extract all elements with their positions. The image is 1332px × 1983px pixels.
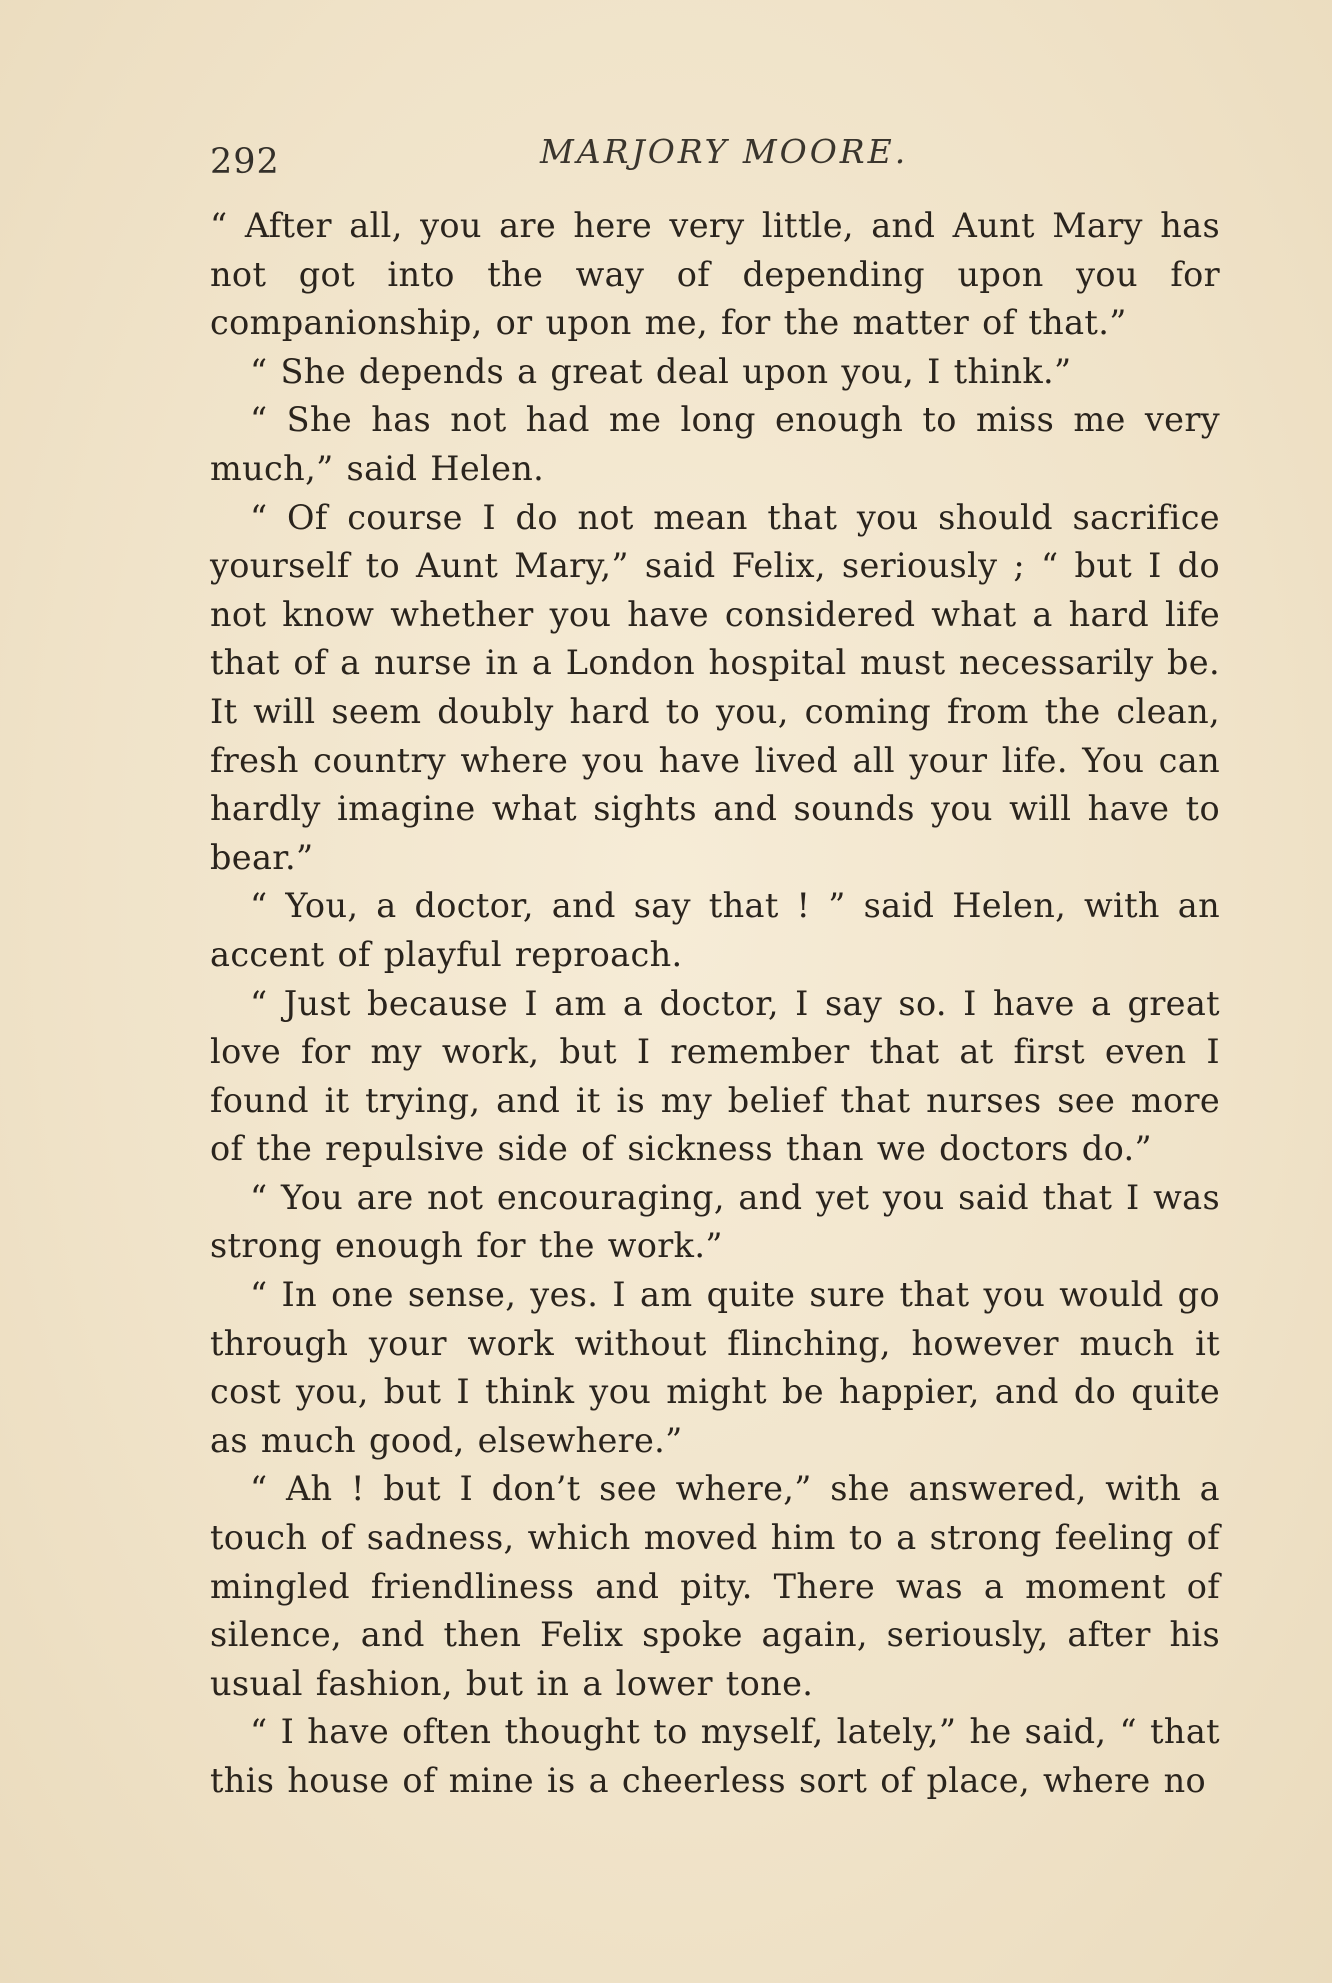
paragraph: “ Ah ! but I don’t see where,” she answered, with a touch of sadness, which moved him to a strong feeling of mingled friendliness and pity. There was a moment of silence, and then Felix spoke again, seriously, after his usual fashion, but in a lower tone. (210, 1469, 1220, 1703)
paragraph: “ After all, you are here very little, and Aunt Mary has not got into the way of depending upon you for companionship, or upon me, for the matter of that.” (210, 206, 1220, 343)
body-text (210, 202, 1220, 1806)
running-title: MARJORY MOORE. (540, 132, 909, 171)
paragraph: “ Of course I do not mean that you should sacrifice yourself to Aunt Mary,” said Felix, seriously ; “ but I do not know whether you have considered what a hard life that of a nurse in a London hospital must necessarily be. It will seem doubly hard to you, coming from the clean, fresh country where you have lived all your life. You can hardly imagine what sights and sounds you will have to bear.” (210, 497, 1220, 877)
running-head (210, 128, 1224, 182)
paragraph: “ You are not encouraging, and yet you said that I was strong enough for the work.” (210, 1177, 1220, 1266)
paragraph: “ You, a doctor, and say that ! ” said Helen, with an accent of playful reproach. (210, 886, 1220, 974)
paragraph: “ In one sense, yes. I am quite sure that you would go through your work without flinching, however much it cost you, but I think you might be happier, and do quite as much good, elsewhere.” (210, 1275, 1220, 1460)
paragraph: “ Just because I am a doctor, I say so. I have a great love for my work, but I remember that at first even I found it trying, and it is my belief that nurses see more of the repulsive side of sickness than we doctors do.” (210, 983, 1220, 1169)
paragraph: “ She has not had me long enough to miss me very much,” said Helen. (210, 400, 1220, 488)
paragraph: “ I have often thought to myself, lately,” he said, “ that this house of mine is a cheerless sort of place, where no (210, 1712, 1220, 1800)
paragraph: “ She depends a great deal upon you, I think.” (250, 351, 1072, 391)
page-number: 292 (210, 142, 280, 182)
